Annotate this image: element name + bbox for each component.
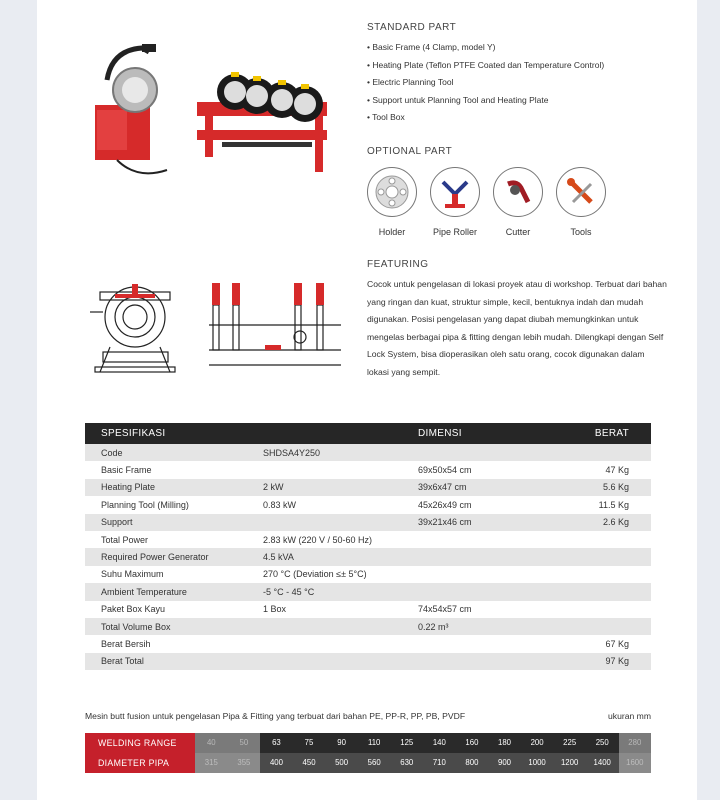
table-cell: Ambient Temperature (101, 586, 187, 597)
table-row (85, 601, 651, 618)
welding-range-cell: 90 (325, 733, 358, 753)
table-row (85, 461, 651, 478)
table-row (85, 531, 651, 548)
table-cell: 0.22 m³ (418, 621, 449, 632)
diameter-cell: 1200 (553, 753, 586, 773)
diameter-cell: 710 (423, 753, 456, 773)
diameter-cell: 450 (293, 753, 326, 773)
diameter-cell: 560 (358, 753, 391, 773)
optional-item-label: Cutter (505, 227, 531, 237)
optional-item-label: Tools (570, 227, 592, 237)
table-cell: 270 °C (Deviation ≤± 5°C) (263, 569, 367, 580)
table-cell: 2.83 kW (220 V / 50-60 Hz) (263, 534, 373, 545)
table-cell: Berat Total (101, 656, 144, 667)
holder-icon (367, 167, 417, 217)
cutter-icon (493, 167, 543, 217)
welding-range-band (85, 733, 651, 773)
table-cell: Required Power Generator (101, 552, 209, 563)
diameter-cell: 1600 (619, 753, 652, 773)
table-cell: Support (101, 517, 133, 528)
optional-part-section (367, 146, 667, 237)
welding-range-cell: 63 (260, 733, 293, 753)
table-cell: 39x6x47 cm (418, 482, 467, 493)
table-cell: 1 Box (263, 604, 287, 615)
standard-part-list (367, 39, 667, 127)
table-cell: 2.6 Kg (602, 517, 629, 528)
list-item: • Heating Plate (Teflon PTFE Coated dan Temperature Control) (367, 59, 605, 70)
table-cell: 4.5 kVA (263, 552, 294, 563)
diameter-cell: 500 (325, 753, 358, 773)
list-item: • Basic Frame (4 Clamp, model Y) (367, 42, 496, 52)
table-row (85, 548, 651, 565)
table-cell: 5.6 Kg (602, 482, 629, 493)
featuring-text: Cocok untuk pengelasan di lokasi proyek atau di workshop. Terbuat dari bahan yang ringan dan kuat, struktur simple, kecil, bentuknya indah dan mudah digunakan. Posisi pengelasan yang dapat diubah memungkinkan untuk mengelas berbagai pipa & fitting dengan lebih mudah. Dilengkapi dengan Self Lock System, bisa dioperasikan oleh satu orang, cocok digunakan dalam lokasi yang sempit. (367, 279, 667, 377)
standard-part-section (367, 22, 667, 127)
welding-range-cell: 180 (488, 733, 521, 753)
welding-range-label: WELDING RANGE (98, 738, 177, 748)
diameter-cell: 400 (260, 753, 293, 773)
table-row (85, 444, 651, 461)
welding-range-row (195, 733, 651, 753)
list-item: • Electric Planning Tool (367, 77, 454, 87)
diameter-cell: 1000 (521, 753, 554, 773)
table-row (85, 618, 651, 635)
diameter-cell: 630 (390, 753, 423, 773)
table-cell: SHDSA4Y250 (263, 447, 321, 458)
optional-item-pipe-roller (430, 167, 480, 237)
diameter-cell: 900 (488, 753, 521, 773)
header-berat: BERAT (594, 428, 629, 439)
featuring-title: FEATURING (367, 259, 429, 270)
table-cell: 2 kW (263, 482, 284, 493)
optional-part-title: OPTIONAL PART (367, 146, 453, 157)
welding-range-cell: 250 (586, 733, 619, 753)
welding-range-labels (85, 733, 195, 773)
list-item: • Support untuk Planning Tool and Heating Plate (367, 94, 549, 105)
table-cell: Paket Box Kayu (101, 604, 166, 615)
table-cell: Code (101, 447, 123, 458)
product-sheet (37, 0, 697, 800)
header-dimensi: DIMENSI (418, 428, 462, 439)
table-cell: 69x50x54 cm (418, 465, 472, 476)
pipe-roller-icon (430, 167, 480, 217)
welding-range-cell: 125 (390, 733, 423, 753)
table-cell: -5 °C - 45 °C (263, 586, 315, 597)
optional-item-label: Holder (378, 227, 406, 237)
front-view-drawing (85, 272, 180, 382)
table-row (85, 653, 651, 670)
diameter-cell: 1400 (586, 753, 619, 773)
list-item: • Tool Box (367, 112, 405, 122)
optional-item-holder (367, 167, 417, 237)
table-cell: Heating Plate (101, 482, 156, 493)
unit-text: ukuran mm (608, 711, 651, 721)
table-cell: 47 Kg (605, 465, 629, 476)
tools-icon (556, 167, 606, 217)
table-cell: Basic Frame (101, 465, 152, 476)
table-cell: 74x54x57 cm (418, 604, 472, 615)
optional-item-tools (556, 167, 606, 237)
welding-range-cell: 200 (521, 733, 554, 753)
table-cell: 39x21x46 cm (418, 517, 472, 528)
table-cell: 0.83 kW (263, 499, 297, 510)
table-cell: 45x26x49 cm (418, 499, 472, 510)
table-cell: Total Volume Box (101, 621, 171, 632)
table-cell: Suhu Maximum (101, 569, 164, 580)
table-cell: 11.5 Kg (598, 499, 629, 510)
table-cell: 97 Kg (605, 656, 629, 667)
table-cell: 67 Kg (605, 638, 629, 649)
optional-item-label: Pipe Roller (432, 227, 478, 237)
table-cell: Berat Bersih (101, 638, 151, 649)
welding-range-cell: 110 (358, 733, 391, 753)
diameter-cell: 355 (228, 753, 261, 773)
table-row (85, 583, 651, 600)
welding-range-cell: 225 (553, 733, 586, 753)
table-row (85, 479, 651, 496)
standard-part-title: STANDARD PART (367, 22, 457, 33)
welding-range-cell: 50 (228, 733, 261, 753)
spec-table (85, 423, 651, 670)
diameter-row (195, 753, 651, 773)
welding-range-cell: 160 (456, 733, 489, 753)
welding-range-cell: 140 (423, 733, 456, 753)
welding-range-cell: 75 (293, 733, 326, 753)
diameter-pipa-label: DIAMETER PIPA (98, 758, 170, 768)
note-text: Mesin butt fusion untuk pengelasan Pipa & Fitting yang terbuat dari bahan PE, PP-R, PP, PB, PVDF (85, 711, 466, 721)
table-row (85, 635, 651, 652)
spec-table-header (85, 423, 651, 444)
optional-item-cutter (493, 167, 543, 237)
header-spesifikasi: SPESIFIKASI (101, 428, 166, 439)
top-view-drawing (205, 275, 345, 375)
machine-photo (87, 30, 337, 190)
welding-range-cell: 280 (619, 733, 652, 753)
table-cell: Total Power (101, 534, 149, 545)
table-row (85, 566, 651, 583)
table-row (85, 514, 651, 531)
note-line (85, 711, 651, 721)
diameter-cell: 800 (456, 753, 489, 773)
featuring-section (367, 259, 667, 382)
welding-range-cell: 40 (195, 733, 228, 753)
table-row (85, 496, 651, 513)
diameter-cell: 315 (195, 753, 228, 773)
table-cell: Planning Tool (Milling) (101, 499, 189, 510)
